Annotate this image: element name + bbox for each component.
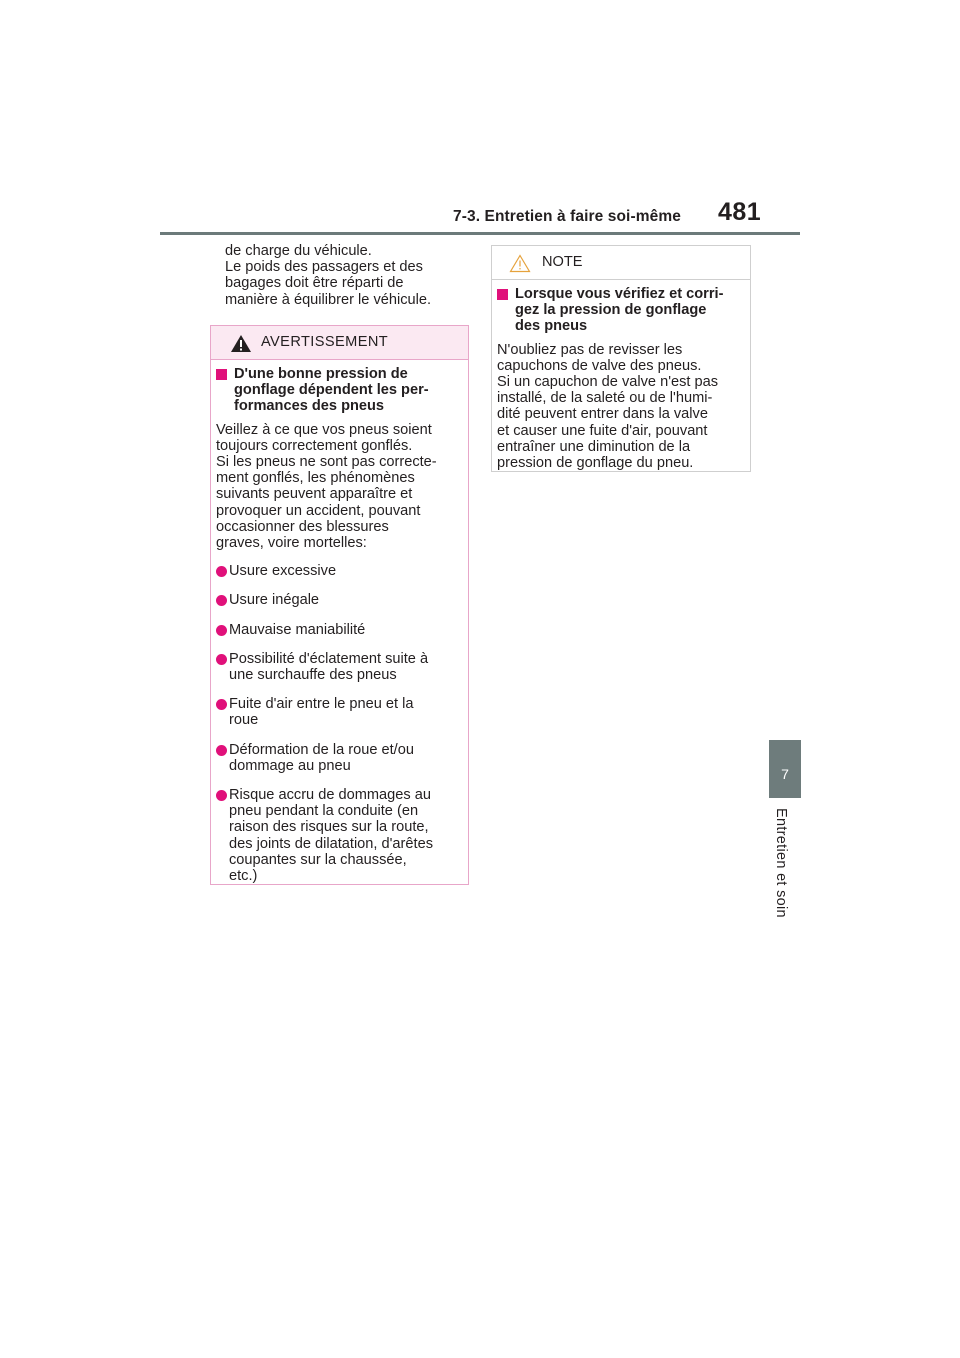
intro-line: Le poids des passagers et des bbox=[225, 259, 423, 276]
note-paragraph-line: Si un capuchon de valve n'est pas bbox=[497, 374, 719, 391]
bullet-line: dommage au pneu bbox=[229, 757, 351, 774]
note-paragraph-line: et causer une fuite d'air, pouvant bbox=[497, 422, 708, 439]
warning-paragraph-line: suivants peuvent apparaître et bbox=[216, 486, 413, 503]
bullet-line: raison des risques sur la route, bbox=[229, 819, 429, 836]
note-heading-line: Lorsque vous vérifiez et corri- bbox=[515, 286, 724, 302]
note-paragraph-line: dité peuvent entrer dans la valve bbox=[497, 406, 708, 423]
bullet-line: coupantes sur la chaussée, bbox=[229, 851, 407, 868]
section-title: 7-3. Entretien à faire soi-même bbox=[453, 208, 681, 225]
warning-bullet bbox=[216, 742, 463, 774]
warning-bullet bbox=[216, 592, 463, 608]
note-header bbox=[492, 246, 750, 280]
warning-bullet bbox=[216, 563, 463, 579]
note-heading-line: gez la pression de gonflage bbox=[515, 302, 707, 319]
round-bullet-icon bbox=[216, 745, 227, 756]
intro-line: de charge du véhicule. bbox=[225, 243, 372, 259]
warning-paragraph-line: Veillez à ce que vos pneus soient bbox=[216, 421, 432, 438]
note-box bbox=[491, 245, 751, 472]
bullet-line: Usure inégale bbox=[229, 592, 320, 609]
note-title: NOTE bbox=[542, 254, 583, 270]
note-heading bbox=[497, 286, 745, 335]
bullet-line: Possibilité d'éclatement suite à bbox=[229, 650, 429, 667]
caution-triangle-icon bbox=[509, 254, 531, 273]
bullet-line: etc.) bbox=[229, 868, 258, 885]
bullet-line: des joints de dilatation, d'arêtes bbox=[229, 835, 433, 852]
warning-paragraph-line: Si les pneus ne sont pas correcte- bbox=[216, 454, 437, 471]
warning-paragraph-line: toujours correctement gonflés. bbox=[216, 437, 413, 454]
chapter-title-vertical: Entretien et soin bbox=[773, 808, 789, 918]
note-paragraph-line: installé, de la saleté ou de l'humi- bbox=[497, 390, 713, 407]
warning-box bbox=[210, 325, 469, 885]
intro-paragraph bbox=[225, 243, 475, 308]
bullet-line: roue bbox=[229, 712, 259, 729]
square-bullet-icon bbox=[497, 289, 508, 300]
bullet-line: Usure excessive bbox=[229, 563, 337, 580]
page-number: 481 bbox=[718, 198, 762, 226]
note-paragraph-line: pression de gonflage du pneu. bbox=[497, 455, 694, 472]
bullet-line: Risque accru de dommages au bbox=[229, 787, 431, 804]
round-bullet-icon bbox=[216, 595, 227, 606]
round-bullet-icon bbox=[216, 699, 227, 710]
round-bullet-icon bbox=[216, 566, 227, 577]
chapter-number: 7 bbox=[781, 766, 789, 782]
warning-paragraph-line: occasionner des blessures bbox=[216, 518, 389, 535]
note-body bbox=[492, 280, 750, 471]
warning-paragraph-line: ment gonflés, les phénomènes bbox=[216, 470, 415, 487]
note-heading-line: des pneus bbox=[515, 318, 588, 335]
round-bullet-icon bbox=[216, 625, 227, 636]
warning-bullet bbox=[216, 651, 463, 683]
warning-body bbox=[211, 360, 468, 884]
warning-title: AVERTISSEMENT bbox=[261, 334, 389, 350]
note-paragraph-line: capuchons de valve des pneus. bbox=[497, 357, 702, 374]
intro-line: manière à équilibrer le véhicule. bbox=[225, 291, 432, 308]
intro-line: bagages doit être réparti de bbox=[225, 275, 404, 292]
warning-heading-line: D'une bonne pression de bbox=[234, 366, 408, 382]
bullet-line: une surchauffe des pneus bbox=[229, 667, 397, 684]
round-bullet-icon bbox=[216, 654, 227, 665]
note-paragraph-line: entraîner une diminution de la bbox=[497, 438, 691, 455]
bullet-line: Fuite d'air entre le pneu et la bbox=[229, 696, 414, 713]
bullet-line: Déformation de la roue et/ou bbox=[229, 741, 414, 758]
warning-bullet bbox=[216, 622, 463, 638]
warning-heading bbox=[216, 366, 463, 415]
header-divider bbox=[160, 232, 800, 235]
bullet-line: Mauvaise maniabilité bbox=[229, 621, 366, 638]
note-paragraph-line: N'oubliez pas de revisser les bbox=[497, 341, 683, 358]
warning-triangle-icon bbox=[230, 334, 252, 353]
bullet-line: pneu pendant la conduite (en bbox=[229, 803, 419, 820]
warning-paragraph-line: graves, voire mortelles: bbox=[216, 535, 367, 552]
warning-bullet bbox=[216, 787, 463, 884]
warning-paragraph-line: provoquer un accident, pouvant bbox=[216, 502, 421, 519]
warning-bullet bbox=[216, 696, 463, 728]
warning-heading-line: formances des pneus bbox=[234, 398, 385, 415]
note-paragraph bbox=[497, 342, 745, 472]
chapter-tab bbox=[769, 740, 801, 798]
round-bullet-icon bbox=[216, 790, 227, 801]
warning-heading-line: gonflage dépendent les per- bbox=[234, 382, 429, 399]
warning-paragraph bbox=[216, 422, 463, 552]
warning-header bbox=[211, 326, 468, 360]
square-bullet-icon bbox=[216, 369, 227, 380]
